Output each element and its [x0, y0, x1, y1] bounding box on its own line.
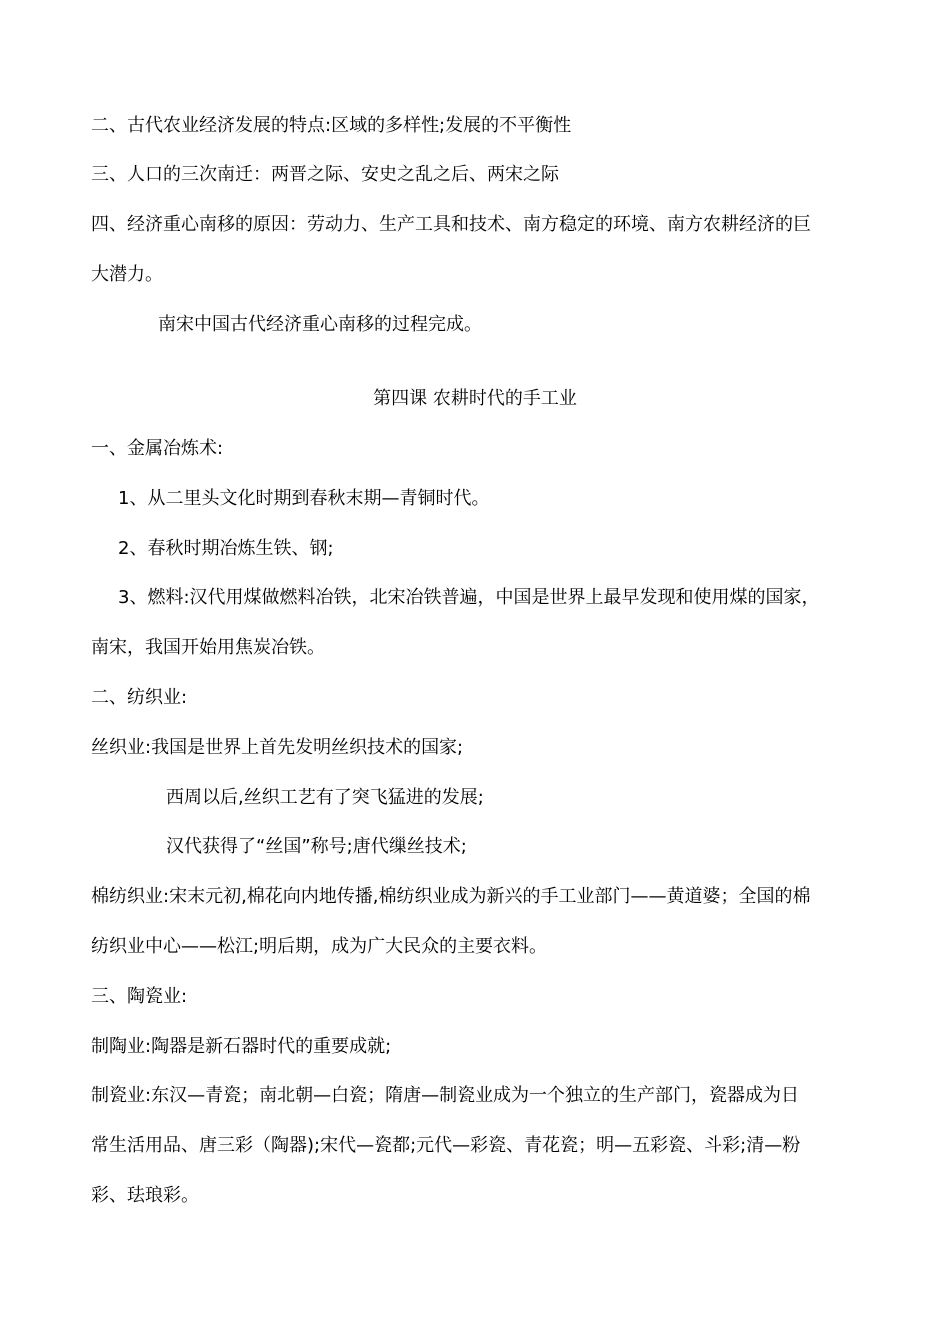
paragraph-pottery: 制陶业:陶器是新石器时代的重要成就;: [91, 1036, 392, 1057]
paragraph-cotton: 棉纺织业:宋末元初,棉花向内地传播,棉纺织业成为新兴的手工业部门——黄道婆；全国的棉: [91, 886, 811, 907]
paragraph-cotton-cont: 纺织业中心——松江;明后期，成为广大民众的主要衣料。: [91, 936, 548, 957]
list-item-iron-steel: 2、春秋时期冶炼生铁、钢;: [118, 538, 334, 559]
paragraph-economic-shift-reasons: 四、经济重心南移的原因：劳动力、生产工具和技术、南方稳定的环境、南方农耕经济的巨: [91, 214, 811, 235]
heading-ceramics: 三、陶瓷业:: [91, 986, 188, 1007]
heading-textile: 二、纺织业:: [91, 687, 188, 708]
paragraph-southern-song-completion: 南宋中国古代经济重心南移的过程完成。: [158, 314, 482, 335]
paragraph-agriculture-features: 二、古代农业经济发展的特点:区域的多样性;发展的不平衡性: [91, 115, 572, 136]
paragraph-population-migration: 三、人口的三次南迁：两晋之际、安史之乱之后、两宋之际: [91, 164, 559, 185]
lesson-title: 第四课 农耕时代的手工业: [373, 388, 577, 409]
paragraph-porcelain-end: 彩、珐琅彩。: [91, 1185, 199, 1206]
list-item-fuel: 3、燃料:汉代用煤做燃料冶铁，北宋冶铁普遍，中国是世界上最早发现和使用煤的国家，: [118, 587, 820, 608]
paragraph-economic-shift-reasons-cont: 大潜力。: [91, 264, 163, 285]
heading-metal-smelting: 一、金属冶炼术:: [91, 438, 224, 459]
paragraph-silk-invention: 丝织业:我国是世界上首先发明丝织技术的国家;: [91, 737, 464, 758]
paragraph-silk-western-zhou: 西周以后,丝织工艺有了突飞猛进的发展;: [166, 787, 484, 808]
paragraph-porcelain-cont: 常生活用品、唐三彩（陶器);宋代—瓷都;元代—彩瓷、青花瓷；明—五彩瓷、斗彩;清—粉: [91, 1135, 801, 1156]
list-item-bronze-age: 1、从二里头文化时期到春秋末期—青铜时代。: [118, 488, 490, 509]
paragraph-porcelain: 制瓷业:东汉—青瓷；南北朝—白瓷；隋唐—制瓷业成为一个独立的生产部门，瓷器成为日: [91, 1085, 800, 1106]
list-item-fuel-cont: 南宋，我国开始用焦炭冶铁。: [91, 637, 325, 658]
paragraph-silk-han-tang: 汉代获得了“丝国”称号;唐代缫丝技术;: [166, 836, 467, 857]
